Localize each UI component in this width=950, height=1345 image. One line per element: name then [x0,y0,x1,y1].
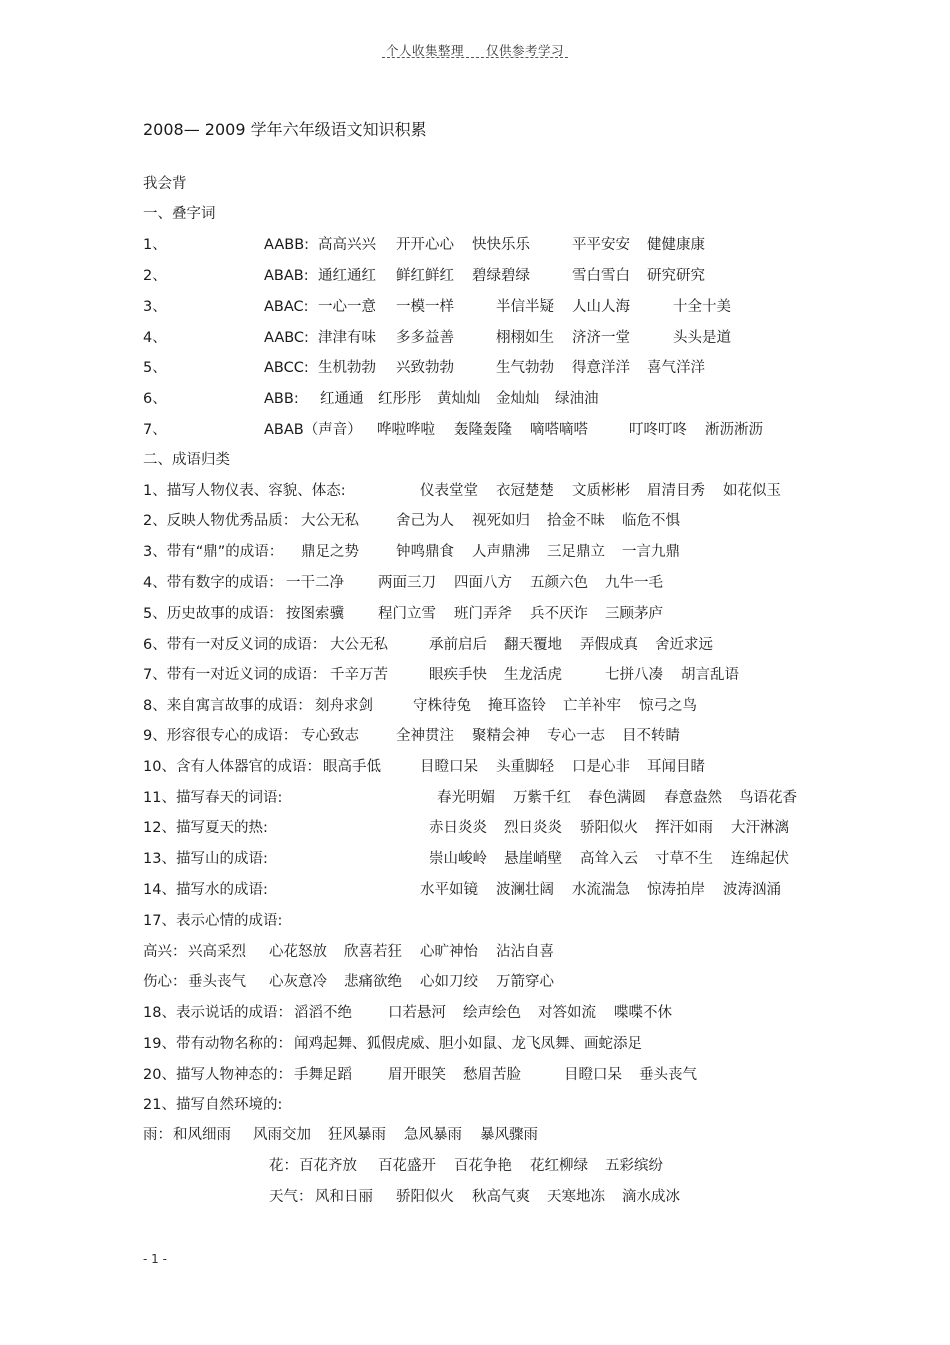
word: 十全十美 [673,299,731,315]
item-number: 5、 [143,360,167,376]
word: 心灰意冷 [269,974,327,990]
word: 眼高手低 [323,759,381,775]
word: 红彤彤 [378,391,422,407]
word: 喋喋不休 [614,1005,672,1021]
word: 悬崖峭壁 [504,851,562,867]
word: 拾金不昧 [547,513,605,529]
word: 两面三刀 [378,575,436,591]
item-label: 雨： [143,1127,172,1143]
word: 大汗淋漓 [731,820,789,836]
word: 口若悬河 [388,1005,446,1021]
word: 济济一堂 [572,330,630,346]
word: 哗啦哗啦 [377,422,435,438]
word: 波涛汹涌 [723,882,781,898]
item-label: 18、表示说话的成语： [143,1005,292,1021]
word: 大公无私 [330,637,388,653]
word: 惊涛拍岸 [647,882,705,898]
word: 波澜壮阔 [496,882,554,898]
word: 春意盎然 [664,790,722,806]
word: 叮咚叮咚 [629,422,687,438]
header-divider [382,57,568,58]
word: 专心一志 [547,728,605,744]
word-pattern: ABB: [264,391,299,407]
word: 骄阳似火 [396,1189,454,1205]
word: 红通通 [320,391,364,407]
word: 万箭穿心 [496,974,554,990]
word: 狂风暴雨 [328,1127,386,1143]
word: 生机勃勃 [318,360,376,376]
item-label: 高兴： [143,944,187,960]
word: 风雨交加 [253,1127,311,1143]
word: 人山人海 [572,299,630,315]
word: 四面八方 [454,575,512,591]
word: 专心致志 [301,728,359,744]
header-right: 仅供参考学习 [486,43,565,58]
word: 百花齐放 [299,1158,357,1174]
word: 头重脚轻 [496,759,554,775]
word: 对答如流 [538,1005,596,1021]
word: 金灿灿 [496,391,540,407]
word: 目瞪口呆 [420,759,478,775]
word: 急风暴雨 [404,1127,462,1143]
word: 欣喜若狂 [344,944,402,960]
section-heading: 我会背 [143,176,187,192]
word: 和风细雨 [173,1127,231,1143]
item-label: 3、带有“鼎”的成语： [143,544,284,560]
word: 心如刀绞 [420,974,478,990]
item-label: 13、描写山的成语: [143,851,268,867]
word: 目瞪口呆 [564,1067,622,1083]
word: 三足鼎立 [547,544,605,560]
word: 百花争艳 [454,1158,512,1174]
word: 快快乐乐 [472,237,530,253]
word: 生龙活虎 [504,667,562,683]
item-number: 2、 [143,268,167,284]
word: 鼎足之势 [301,544,359,560]
word: 视死如归 [472,513,530,529]
word: 秋高气爽 [472,1189,530,1205]
word: 兵不厌诈 [530,606,588,622]
word: 聚精会神 [472,728,530,744]
page-number: - 1 - [143,1252,167,1266]
word: 大公无私 [301,513,359,529]
word: 健健康康 [647,237,705,253]
word: 一干二净 [286,575,344,591]
word: 临危不惧 [622,513,680,529]
word: 胡言乱语 [681,667,739,683]
word: 眼疾手快 [429,667,487,683]
item-label: 11、描写春天的词语: [143,790,283,806]
word-pattern: ABAC: [264,299,309,315]
word: 目不转睛 [622,728,680,744]
word: 三顾茅庐 [605,606,663,622]
word: 万紫千红 [513,790,571,806]
item-number: 4、 [143,330,167,346]
word: 鲜红鲜红 [396,268,454,284]
word-pattern: AABC: [264,330,309,346]
word: 一心一意 [318,299,376,315]
word: 高耸入云 [580,851,638,867]
word: 程门立雪 [378,606,436,622]
word: 烈日炎炎 [504,820,562,836]
word: 骄阳似火 [580,820,638,836]
section1-title: 一、叠字词 [143,206,216,222]
word: 春色满圆 [588,790,646,806]
word: 多多益善 [396,330,454,346]
item-label: 14、描写水的成语: [143,882,268,898]
word: 一言九鼎 [622,544,680,560]
word: 如花似玉 [723,483,781,499]
item-label: 20、描写人物神态的： [143,1067,292,1083]
item-label: 5、历史故事的成语： [143,606,283,622]
word: 滔滔不绝 [294,1005,352,1021]
word-pattern: ABAB（声音） [264,422,362,438]
item-label: 21、描写自然环境的: [143,1097,283,1113]
item-number: 1、 [143,237,167,253]
item-label: 伤心： [143,974,187,990]
word: 掩耳盗铃 [488,698,546,714]
word: 承前启后 [429,637,487,653]
word: 寸草不生 [655,851,713,867]
word: 钟鸣鼎食 [396,544,454,560]
item-number: 6、 [143,391,167,407]
word: 头头是道 [673,330,731,346]
word: 衣冠楚楚 [496,483,554,499]
word: 绿油油 [555,391,599,407]
word: 碧绿碧绿 [472,268,530,284]
word: 一模一样 [396,299,454,315]
word: 千辛万苦 [330,667,388,683]
item-label: 天气： [269,1189,313,1205]
word: 人声鼎沸 [472,544,530,560]
word: 班门弄斧 [454,606,512,622]
word: 水流湍急 [572,882,630,898]
word: 惊弓之鸟 [639,698,697,714]
word: 生气勃勃 [496,360,554,376]
word: 雪白雪白 [572,268,630,284]
word: 春光明媚 [437,790,495,806]
word-list: 闻鸡起舞、狐假虎威、胆小如鼠、龙飞凤舞、画蛇添足 [294,1036,642,1052]
word: 五彩缤纷 [605,1158,663,1174]
word: 心旷神怡 [420,944,478,960]
word: 崇山峻岭 [429,851,487,867]
word: 赤日炎炎 [429,820,487,836]
word: 悲痛欲绝 [344,974,402,990]
item-label: 1、描写人物仪表、容貌、体态: [143,483,346,499]
item-label: 9、形容很专心的成语： [143,728,298,744]
document-title: 2008— 2009 学年六年级语文知识积累 [143,120,427,139]
word: 七拼八凑 [605,667,663,683]
word: 仪表堂堂 [420,483,478,499]
word: 舍近求远 [655,637,713,653]
word: 绘声绘色 [463,1005,521,1021]
word: 连绵起伏 [731,851,789,867]
word: 喜气洋洋 [647,360,705,376]
word: 水平如镜 [420,882,478,898]
word: 翻天覆地 [504,637,562,653]
word: 五颜六色 [530,575,588,591]
word: 愁眉苦脸 [463,1067,521,1083]
item-number: 3、 [143,299,167,315]
word: 研究研究 [647,268,705,284]
word: 嘀嗒嘀嗒 [530,422,588,438]
item-label: 8、来自寓言故事的成语： [143,698,312,714]
word: 弄假成真 [580,637,638,653]
word: 眉清目秀 [647,483,705,499]
word: 挥汗如雨 [655,820,713,836]
word: 通红通红 [318,268,376,284]
word: 九牛一毛 [605,575,663,591]
word: 垂头丧气 [188,974,246,990]
item-label: 6、带有一对反义词的成语： [143,637,327,653]
header-left: 个人收集整理 [385,43,464,58]
word: 黄灿灿 [437,391,481,407]
word: 高高兴兴 [318,237,376,253]
word: 手舞足蹈 [294,1067,352,1083]
word-pattern: ABAB: [264,268,309,284]
word: 津津有味 [318,330,376,346]
word: 暴风骤雨 [480,1127,538,1143]
word-pattern: ABCC: [264,360,309,376]
word: 风和日丽 [315,1189,373,1205]
word: 耳闻目睹 [647,759,705,775]
word: 垂头丧气 [639,1067,697,1083]
item-label: 12、描写夏天的热: [143,820,268,836]
word: 舍己为人 [396,513,454,529]
word: 按图索骥 [286,606,344,622]
word: 全神贯注 [396,728,454,744]
word: 百花盛开 [378,1158,436,1174]
word: 得意洋洋 [572,360,630,376]
item-label: 17、表示心情的成语: [143,913,283,929]
word: 栩栩如生 [496,330,554,346]
word: 天寒地冻 [547,1189,605,1205]
word: 半信半疑 [496,299,554,315]
item-label: 4、带有数字的成语： [143,575,283,591]
word: 淅沥淅沥 [705,422,763,438]
word: 平平安安 [572,237,630,253]
word-pattern: AABB: [264,237,310,253]
item-number: 7、 [143,422,167,438]
word: 眉开眼笑 [388,1067,446,1083]
word: 沾沾自喜 [496,944,554,960]
word: 兴高采烈 [188,944,246,960]
word: 花红柳绿 [530,1158,588,1174]
item-label: 19、带有动物名称的： [143,1036,292,1052]
word: 守株待兔 [413,698,471,714]
word: 文质彬彬 [572,483,630,499]
item-label: 2、反映人物优秀品质： [143,513,298,529]
word: 刻舟求剑 [315,698,373,714]
word: 开开心心 [396,237,454,253]
item-label: 7、带有一对近义词的成语： [143,667,327,683]
word: 口是心非 [572,759,630,775]
word: 亡羊补牢 [563,698,621,714]
section2-title: 二、成语归类 [143,452,230,468]
word: 轰隆轰隆 [454,422,512,438]
word: 鸟语花香 [739,790,797,806]
item-label: 10、含有人体器官的成语： [143,759,321,775]
word: 兴致勃勃 [396,360,454,376]
word: 滴水成冰 [622,1189,680,1205]
item-label: 花： [269,1158,298,1174]
word: 心花怒放 [269,944,327,960]
